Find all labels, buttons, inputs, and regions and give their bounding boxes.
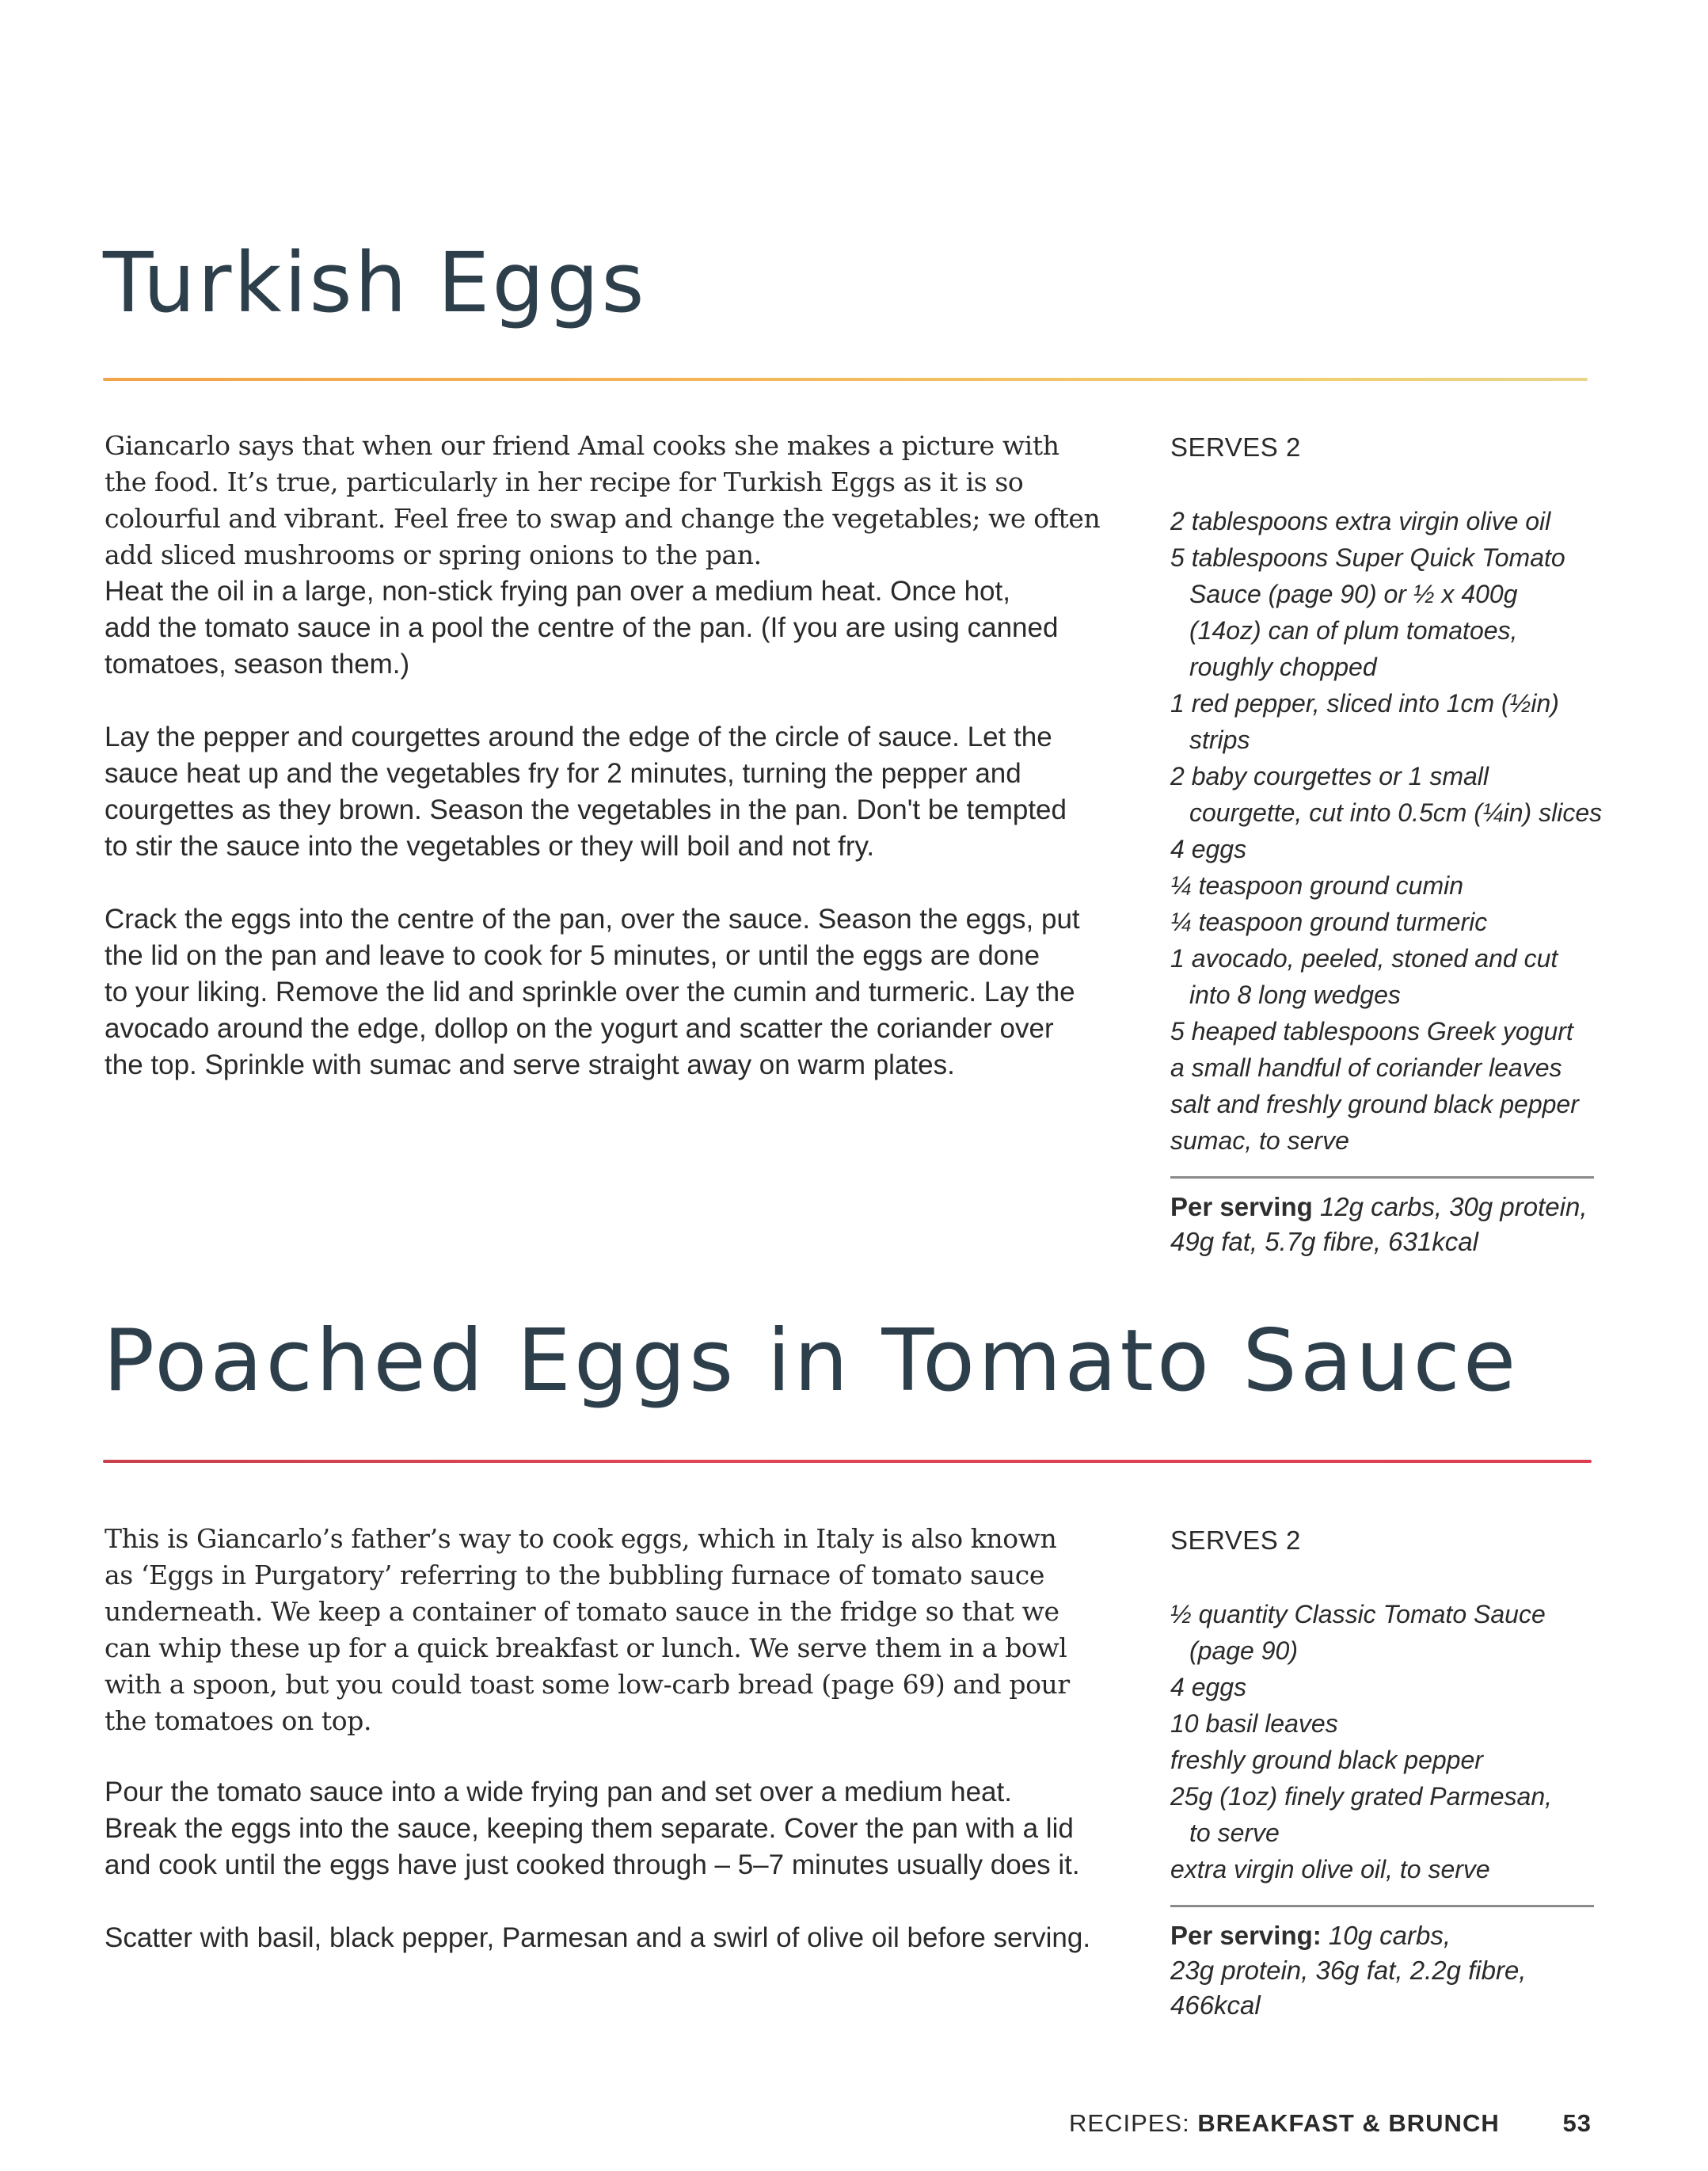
intro-line: colourful and vibrant. Feel free to swap and change the vegetables; we often	[105, 503, 1101, 534]
method-step-2	[105, 1920, 1134, 1956]
recipe-title-poached-eggs: Poached Eggs in Tomato Sauce	[103, 1312, 1520, 1411]
nutrition-values: 466kcal	[1170, 1990, 1261, 2020]
nutrition-values: 23g protein, 36g fat, 2.2g fibre,	[1170, 1956, 1527, 1985]
intro-line: the food. It’s true, particularly in her recipe for Turkish Eggs as it is so	[105, 467, 1024, 497]
ingredient-item: ¼ teaspoon ground cumin	[1170, 871, 1464, 900]
method-line: Lay the pepper and courgettes around the edge of the circle of sauce. Let the	[105, 722, 1052, 752]
ingredient-item: 2 tablespoons extra virgin olive oil	[1170, 507, 1551, 535]
title-rule-orange	[103, 378, 1588, 381]
nutrition-label: Per serving	[1170, 1192, 1313, 1221]
method-step-2	[105, 719, 1134, 865]
nutrition-label: Per serving:	[1170, 1921, 1322, 1950]
intro-line: the tomatoes on top.	[105, 1705, 372, 1736]
ingredient-item: a small handful of coriander leaves	[1170, 1053, 1562, 1082]
ingredient-item: ½ quantity Classic Tomato Sauce (page 90)	[1170, 1600, 1546, 1665]
ingredients-panel-turkish-eggs	[1170, 432, 1614, 1259]
ingredient-item: 10 basil leaves	[1170, 1709, 1338, 1738]
ingredient-item: 25g (1oz) finely grated Parmesan, to serve	[1170, 1782, 1553, 1847]
intro-line: can whip these up for a quick breakfast or lunch. We serve them in a bowl	[105, 1632, 1067, 1663]
footer-section-name: BREAKFAST & BRUNCH	[1197, 2109, 1500, 2137]
ingredient-list	[1170, 503, 1614, 1159]
nutrition-divider	[1170, 1176, 1594, 1179]
ingredient-item: 1 avocado, peeled, stoned and cut into 8 long wedges	[1170, 944, 1558, 1009]
ingredients-panel-poached-eggs	[1170, 1525, 1614, 2023]
method-line: Heat the oil in a large, non-stick frying pan over a medium heat. Once hot,	[105, 576, 1010, 607]
method-line: Pour the tomato sauce into a wide frying pan and set over a medium heat.	[105, 1777, 1012, 1807]
nutrition-divider	[1170, 1905, 1594, 1907]
recipe-intro	[105, 1521, 1134, 1739]
method-line: the lid on the pan and leave to cook for 5 minutes, or until the eggs are done	[105, 940, 1040, 971]
ingredient-item: 5 heaped tablespoons Greek yogurt	[1170, 1017, 1573, 1046]
ingredient-item: 5 tablespoons Super Quick Tomato Sauce (page 90) or ½ x 400g (14oz) can of plum tomatoes, roughly chopped	[1170, 543, 1565, 681]
ingredient-item: sumac, to serve	[1170, 1126, 1349, 1155]
serves-label: SERVES 2	[1170, 432, 1301, 462]
method-line: courgettes as they brown. Season the vegetables in the pan. Don't be tempted	[105, 794, 1067, 825]
method-line: and cook until the eggs have just cooked through – 5–7 minutes usually does it.	[105, 1849, 1080, 1880]
method-line: to your liking. Remove the lid and sprinkle over the cumin and turmeric. Lay the	[105, 977, 1075, 1007]
footer-section-prefix: RECIPES:	[1069, 2109, 1198, 2137]
method-line: avocado around the edge, dollop on the yogurt and scatter the coriander over	[105, 1013, 1054, 1044]
nutrition-values: 12g carbs, 30g protein,	[1319, 1192, 1588, 1221]
ingredient-list	[1170, 1596, 1614, 1887]
ingredient-item: 1 red pepper, sliced into 1cm (½in) strips	[1170, 689, 1559, 754]
ingredient-item: 2 baby courgettes or 1 small courgette, cut into 0.5cm (¼in) slices	[1170, 762, 1603, 827]
nutrition-info	[1170, 1190, 1614, 1259]
method-line: to stir the sauce into the vegetables or they will boil and not fry.	[105, 831, 875, 862]
nutrition-values: 49g fat, 5.7g fibre, 631kcal	[1170, 1227, 1478, 1256]
intro-line: underneath. We keep a container of tomato sauce in the fridge so that we	[105, 1596, 1059, 1627]
ingredient-item: extra virgin olive oil, to serve	[1170, 1855, 1490, 1883]
method-line: Scatter with basil, black pepper, Parmesan and a swirl of olive oil before serving.	[105, 1922, 1091, 1953]
page-footer	[1069, 2109, 1592, 2138]
method-line: add the tomato sauce in a pool the centre of the pan. (If you are using canned	[105, 612, 1059, 643]
intro-line: add sliced mushrooms or spring onions to the pan.	[105, 539, 762, 570]
ingredient-item: freshly ground black pepper	[1170, 1746, 1483, 1774]
method-step-1	[105, 1774, 1134, 1883]
nutrition-values: 10g carbs,	[1328, 1921, 1451, 1950]
serves-label: SERVES 2	[1170, 1525, 1301, 1555]
title-rule-red	[103, 1460, 1592, 1463]
recipe-title-turkish-eggs: Turkish Eggs	[103, 234, 647, 331]
intro-line: Giancarlo says that when our friend Amal cooks she makes a picture with	[105, 430, 1059, 461]
intro-line: This is Giancarlo’s father’s way to cook eggs, which in Italy is also known	[105, 1523, 1057, 1554]
ingredient-item: salt and freshly ground black pepper	[1170, 1090, 1579, 1118]
page-number: 53	[1562, 2109, 1592, 2137]
ingredient-item: 4 eggs	[1170, 835, 1247, 863]
method-step-3	[105, 901, 1134, 1084]
method-line: sauce heat up and the vegetables fry for 2 minutes, turning the pepper and	[105, 758, 1021, 789]
method-line: Break the eggs into the sauce, keeping them separate. Cover the pan with a lid	[105, 1813, 1074, 1844]
method-step-1	[105, 573, 1134, 683]
method-line: Crack the eggs into the centre of the pan, over the sauce. Season the eggs, put	[105, 904, 1080, 935]
nutrition-info	[1170, 1918, 1614, 2023]
recipe-intro	[105, 428, 1134, 573]
method-line: the top. Sprinkle with sumac and serve straight away on warm plates.	[105, 1049, 955, 1080]
ingredient-item: ¼ teaspoon ground turmeric	[1170, 908, 1488, 936]
intro-line: with a spoon, but you could toast some low-carb bread (page 69) and pour	[105, 1669, 1070, 1700]
ingredient-item: 4 eggs	[1170, 1673, 1247, 1701]
method-line: tomatoes, season them.)	[105, 649, 410, 680]
intro-line: as ‘Eggs in Purgatory’ referring to the bubbling furnace of tomato sauce	[105, 1560, 1045, 1590]
